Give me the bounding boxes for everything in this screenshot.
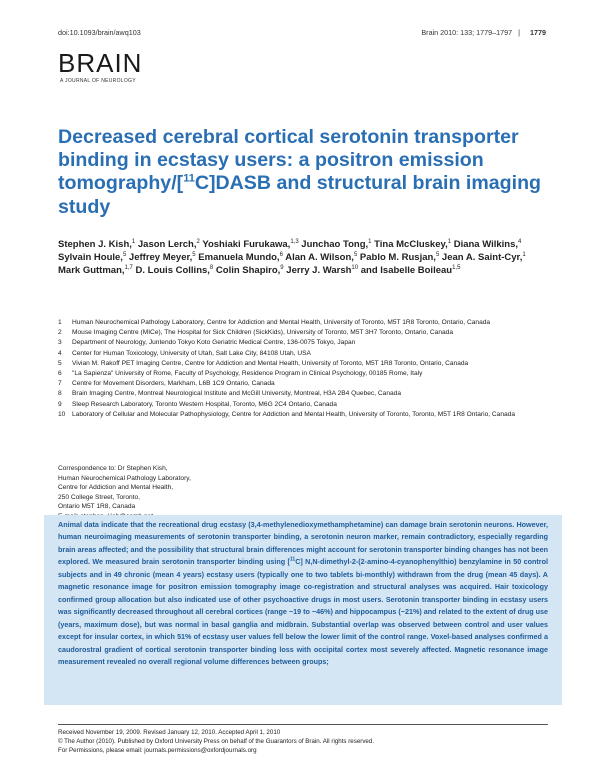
affiliation-number: 2 bbox=[58, 329, 62, 337]
footer-line: © The Author (2010). Published by Oxford University Press on behalf of the Guarantors of Brain. All rights reserved. bbox=[58, 738, 375, 745]
author-name: Jerry J. Warsh bbox=[286, 265, 352, 277]
correspondence-line: Centre for Addiction and Mental Health, bbox=[58, 484, 174, 492]
affiliation-number: 1 bbox=[58, 319, 62, 326]
author-name: Jean A. Saint-Cyr, bbox=[441, 252, 523, 264]
author-affiliation-marker: 1 bbox=[368, 238, 372, 245]
article-footer bbox=[58, 724, 548, 755]
author-affiliation-marker: 8 bbox=[209, 265, 214, 272]
page-number: 1779 bbox=[530, 28, 546, 37]
author-affiliation-marker: 4 bbox=[518, 238, 522, 245]
author-affiliation-marker: 5 bbox=[353, 252, 358, 259]
author-affiliation-marker: 5 bbox=[435, 252, 440, 259]
author-name: Stephen J. Kish, bbox=[58, 239, 132, 250]
affiliation-list bbox=[58, 318, 548, 420]
abstract-box bbox=[44, 515, 562, 705]
affiliation-text: Mouse Imaging Centre (MICe), The Hospital for Sick Children (SickKids), University of Toronto, M5T 3H7 Toronto, Ontario, Canada bbox=[72, 329, 454, 337]
affiliation-item bbox=[58, 338, 548, 348]
author-name: Alan A. Wilson, bbox=[285, 252, 354, 264]
affiliation-text: Human Neurochemical Pathology Laboratory, Centre for Addiction and Mental Health, University of Toronto, M5T 1R8 Toronto, Ontario, Canada bbox=[72, 319, 491, 326]
author-affiliation-marker: 5 bbox=[122, 252, 127, 259]
author-name: Colin Shapiro, bbox=[215, 265, 281, 277]
abstract-part-1: Animal data indicate that the recreational drug ecstasy (3,4-methylenedioxymethamphetamine) can damage brain serotonin neurons. However, human neuroimaging measurements of serotonin transporter binding, a serotonin neuron marker, remain contradictory, especially regarding brain areas affected; and the possibility that structural brain differences might account for serotonin transporter binding changes has not been explored. We measured brain serotonin transporter binding using [ bbox=[58, 520, 548, 567]
author-affiliation-marker: 5 bbox=[192, 252, 196, 259]
author-name: Jeffrey Meyer, bbox=[128, 252, 193, 264]
affiliation-item bbox=[58, 410, 548, 420]
author-affiliation-marker: 1,3 bbox=[290, 238, 299, 245]
correspondence-line: Human Neurochemical Pathology Laboratory, bbox=[58, 474, 191, 482]
author-name: Yoshiaki Furukawa, bbox=[202, 239, 291, 250]
affiliation-number: 7 bbox=[58, 380, 62, 388]
correspondence-line: Correspondence to: Dr Stephen Kish, bbox=[58, 465, 168, 472]
abstract-part-2: C] N,N-dimethyl-2-(2-amino-4-cyanophenylthio) benzylamine in 50 control subjects and in 49 chronic (mean 4 years) ecstasy users (typically one to two tablets bi-monthly) withdrawn from the drug (mean 45 days). A magnetic resonance image for positron emission tomography image co-registration and structural analyses was acquired. Hair toxicology confirmed group allocation but also indicated use of other psychoactive drugs in most users. Serotonin transporter binding in ecstasy users was significantly decreased throughout all cerebral cortices (range −19 to −46%) and hippocampus (−21%) and related to the extent of drug use (years, maximum dose), but was normal in basal ganglia and midbrain. Substantial overlap was observed between control and user values except for insular cortex, in which 51% of ecstasy user values fell below the lower limit of the control range. Voxel-based analyses confirmed a caudorostral gradient of cortical serotonin transporter binding loss with occipital cortex most severely affected. Magnetic resonance image measurement revealed no overall regional volume differences between groups; bbox=[58, 557, 548, 666]
title-part-2: C]DASB and structural brain imaging study bbox=[58, 172, 542, 218]
affiliation-item bbox=[58, 349, 548, 359]
affiliation-text: Centre for Movement Disorders, Markham, L6B 1C9 Ontario, Canada bbox=[72, 380, 275, 388]
correspondence-block bbox=[58, 464, 358, 522]
affiliation-item bbox=[58, 328, 548, 338]
author-affiliation-marker: 9 bbox=[280, 265, 284, 272]
affiliation-text: Brain Imaging Centre, Montreal Neurological Institute and McGill University, Montreal, H3A 2B4 Quebec, Canada bbox=[72, 390, 401, 398]
author-affiliation-marker: 1 bbox=[131, 238, 136, 245]
affiliation-number: 3 bbox=[58, 339, 62, 347]
author-name: Pablo M. Rusjan, bbox=[359, 252, 436, 264]
affiliation-item bbox=[58, 389, 548, 399]
footer-line: For Permissions, please email: journals.permissions@oxfordjournals.org bbox=[58, 747, 257, 754]
affiliation-text: Vivian M. Rakoff PET Imaging Centre, Centre for Addiction and Mental Health, University of Toronto, M5T 1R8 Toronto, Ontario, Canada bbox=[72, 359, 469, 367]
affiliation-text: "La Sapienza" University of Rome, Faculty of Psychology, Residence Program in Clinical Psychology, 00185 Rome, Italy bbox=[72, 370, 423, 378]
affiliation-number: 5 bbox=[58, 359, 62, 367]
affiliation-item bbox=[58, 379, 548, 389]
journal-logo: BRAIN bbox=[58, 48, 143, 78]
author-name: Jason Lerch, bbox=[137, 239, 197, 250]
author-name: and Isabelle Boileau bbox=[360, 265, 453, 277]
author-affiliation-marker: 1 bbox=[522, 252, 526, 259]
author-affiliation-marker: 1,5 bbox=[452, 265, 461, 272]
abstract-text bbox=[44, 515, 562, 668]
title-superscript: 11 bbox=[183, 172, 195, 185]
correspondence-line: 250 College Street, Toronto, bbox=[58, 493, 140, 501]
affiliation-number: 4 bbox=[58, 349, 62, 357]
journal-citation bbox=[421, 28, 546, 37]
correspondence-line: Ontario M5T 1R8, Canada bbox=[58, 503, 136, 511]
affiliation-number: 8 bbox=[58, 390, 62, 398]
author-name: Tina McCluskey, bbox=[374, 239, 448, 250]
author-name: D. Louis Collins, bbox=[135, 265, 210, 277]
affiliation-text: Department of Neurology, Juntendo Tokyo Koto Geriatric Medical Centre, 136-0075 Tokyo, Japan bbox=[72, 339, 356, 347]
author-affiliation-marker: 1 bbox=[447, 238, 452, 245]
journal-subtitle: A JOURNAL OF NEUROLOGY bbox=[60, 78, 136, 84]
author-affiliation-marker: 10 bbox=[351, 265, 359, 272]
author-affiliation-marker: 6 bbox=[279, 252, 283, 259]
affiliation-number: 10 bbox=[58, 410, 66, 418]
affiliation-text: Center for Human Toxicology, University of Utah, Salt Lake City, 84108 Utah, USA bbox=[72, 349, 311, 357]
affiliation-item bbox=[58, 400, 548, 410]
affiliation-number: 9 bbox=[58, 400, 62, 408]
affiliation-text: Sleep Research Laboratory, Toronto Western Hospital, Toronto, M6G 2C4 Ontario, Canada bbox=[72, 400, 337, 408]
author-affiliation-marker: 2 bbox=[196, 238, 200, 245]
author-name: Diana Wilkins, bbox=[453, 239, 519, 250]
affiliation-item bbox=[58, 369, 548, 379]
author-name: Sylvain Houle, bbox=[58, 252, 123, 264]
affiliation-number: 6 bbox=[58, 370, 62, 378]
author-name: Mark Guttman, bbox=[58, 265, 125, 277]
affiliation-item bbox=[58, 359, 548, 369]
header-separator: | bbox=[518, 28, 520, 37]
author-affiliation-marker: 1,7 bbox=[124, 265, 133, 272]
footer-line: Received November 19, 2009. Revised January 12, 2010. Accepted April 1, 2010 bbox=[58, 729, 281, 736]
author-list bbox=[58, 238, 548, 278]
affiliation-text: Laboratory of Cellular and Molecular Pathophysiology, Centre for Addiction and Mental Health, University of Toronto, Toronto, M5T 1R8 Ontario, Canada bbox=[72, 410, 515, 418]
doi-link[interactable]: doi:10.1093/brain/awq103 bbox=[58, 28, 141, 37]
article-title bbox=[58, 126, 548, 219]
affiliation-item bbox=[58, 318, 548, 328]
author-name: Junchao Tong, bbox=[301, 239, 369, 250]
citation-text: Brain 2010: 133; 1779–1797 bbox=[421, 28, 513, 37]
abstract-superscript: 11 bbox=[289, 556, 296, 563]
author-name: Emanuela Mundo, bbox=[198, 252, 280, 264]
title-part-1: Decreased cerebral cortical serotonin transporter binding in ecstasy users: a positron emission tomography/[ bbox=[58, 126, 519, 195]
